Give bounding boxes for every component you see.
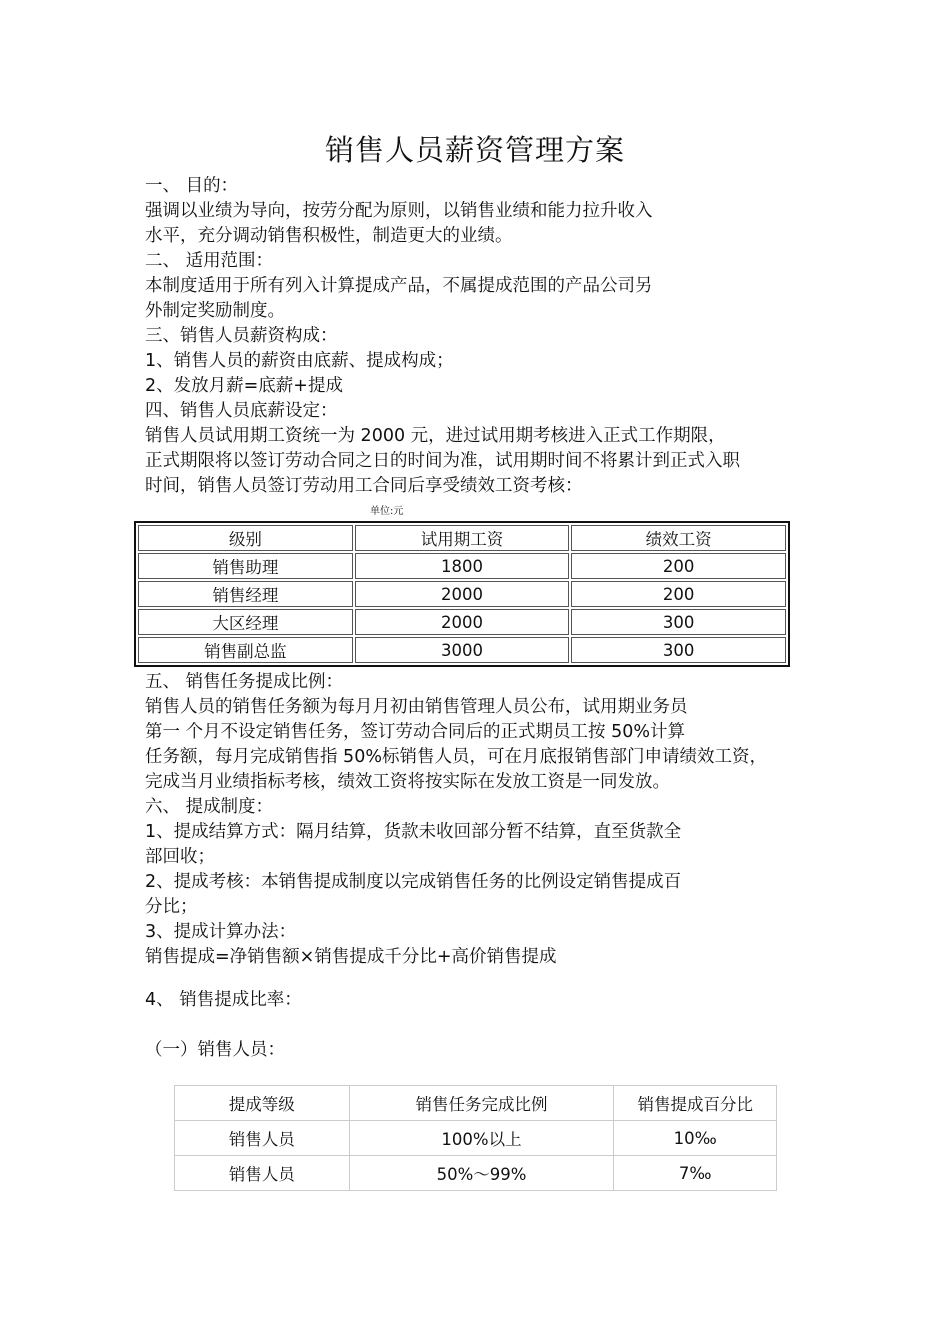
table-cell: 1800 [355, 553, 570, 579]
section-4-heading: 四、销售人员底薪设定： [145, 401, 338, 421]
table-row [138, 581, 786, 607]
section-5-heading: 五、 销售任务提成比例： [145, 672, 344, 692]
table-cell: 200 [571, 553, 786, 579]
table-cell: 大区经理 [138, 609, 353, 635]
paragraph-line: 完成当月业绩指标考核，绩效工资将按实际在发放工资是一同发放。 [145, 772, 670, 792]
table-cell: 300 [571, 609, 786, 635]
paragraph-line: 分比； [145, 897, 198, 917]
table-cell: 200 [571, 581, 786, 607]
table-cell: 7‰ [614, 1156, 777, 1191]
table-cell: 2000 [355, 581, 570, 607]
table-cell: 销售助理 [138, 553, 353, 579]
paragraph-line: 销售人员的销售任务额为每月月初由销售管理人员公布，试用期业务员 [145, 697, 688, 717]
list-item: 1、提成结算方式：隔月结算，货款未收回部分暂不结算，直至货款全 [145, 822, 682, 842]
paragraph-line: 销售人员试用期工资统一为 2000 元，进过试用期考核进入正式工作期限， [145, 426, 726, 446]
table-header-cell: 销售提成百分比 [614, 1086, 777, 1121]
paragraph-line: 正式期限将以签订劳动合同之日的时间为准，试用期时间不将累计到正式入职 [145, 451, 740, 471]
table-header-row [138, 525, 786, 551]
table-cell: 300 [571, 637, 786, 663]
table-cell: 100%以上 [349, 1121, 614, 1156]
section-1-heading: 一、 目的： [145, 176, 239, 196]
list-item: 2、发放月薪=底薪+提成 [145, 376, 343, 396]
table-row [138, 553, 786, 579]
table-row [175, 1121, 777, 1156]
table-cell: 2000 [355, 609, 570, 635]
paragraph-line: 水平，充分调动销售积极性，制造更大的业绩。 [145, 226, 513, 246]
paragraph-line: 外制定奖励制度。 [145, 301, 285, 321]
paragraph-line: 部回收； [145, 847, 215, 867]
formula-line: 销售提成=净销售额×销售提成千分比+高价销售提成 [145, 947, 557, 967]
unit-note: 单位:元 [370, 506, 404, 517]
table-header-cell: 绩效工资 [571, 525, 786, 551]
table-header-row [175, 1086, 777, 1121]
table-header-cell: 销售任务完成比例 [349, 1086, 614, 1121]
table-cell: 销售经理 [138, 581, 353, 607]
subsection-heading: 4、 销售提成比率： [145, 990, 302, 1010]
paragraph-line: 第一 个月不设定销售任务，签订劳动合同后的正式期员工按 50%计算 [145, 722, 686, 742]
paragraph-line: 本制度适用于所有列入计算提成产品，不属提成范围的产品公司另 [145, 276, 653, 296]
subsection-heading: （一）销售人员： [145, 1040, 285, 1060]
table-row [138, 609, 786, 635]
paragraph-line: 任务额，每月完成销售指 50%标销售人员，可在月底报销售部门申请绩效工资， [145, 747, 767, 767]
commission-table [174, 1085, 777, 1191]
table-cell: 销售副总监 [138, 637, 353, 663]
section-2-heading: 二、 适用范围： [145, 251, 274, 271]
paragraph-line: 时间，销售人员签订劳动用工合同后享受绩效工资考核： [145, 476, 583, 496]
paragraph-line: 强调以业绩为导向，按劳分配为原则，以销售业绩和能力拉升收入 [145, 201, 653, 221]
table-cell: 10‰ [614, 1121, 777, 1156]
table-header-cell: 提成等级 [175, 1086, 350, 1121]
section-6-heading: 六、 提成制度： [145, 797, 274, 817]
section-3-heading: 三、销售人员薪资构成： [145, 326, 338, 346]
table-row [175, 1156, 777, 1191]
list-item: 2、提成考核：本销售提成制度以完成销售任务的比例设定销售提成百 [145, 872, 682, 892]
table-header-cell: 级别 [138, 525, 353, 551]
table-cell: 3000 [355, 637, 570, 663]
list-item: 3、提成计算办法： [145, 922, 297, 942]
list-item: 1、销售人员的薪资由底薪、提成构成； [145, 351, 454, 371]
table-cell: 销售人员 [175, 1121, 350, 1156]
salary-table [134, 521, 790, 667]
table-cell: 销售人员 [175, 1156, 350, 1191]
table-cell: 50%～99% [349, 1156, 614, 1191]
table-row [138, 637, 786, 663]
document-title: 销售人员薪资管理方案 [324, 133, 625, 167]
table-header-cell: 试用期工资 [355, 525, 570, 551]
